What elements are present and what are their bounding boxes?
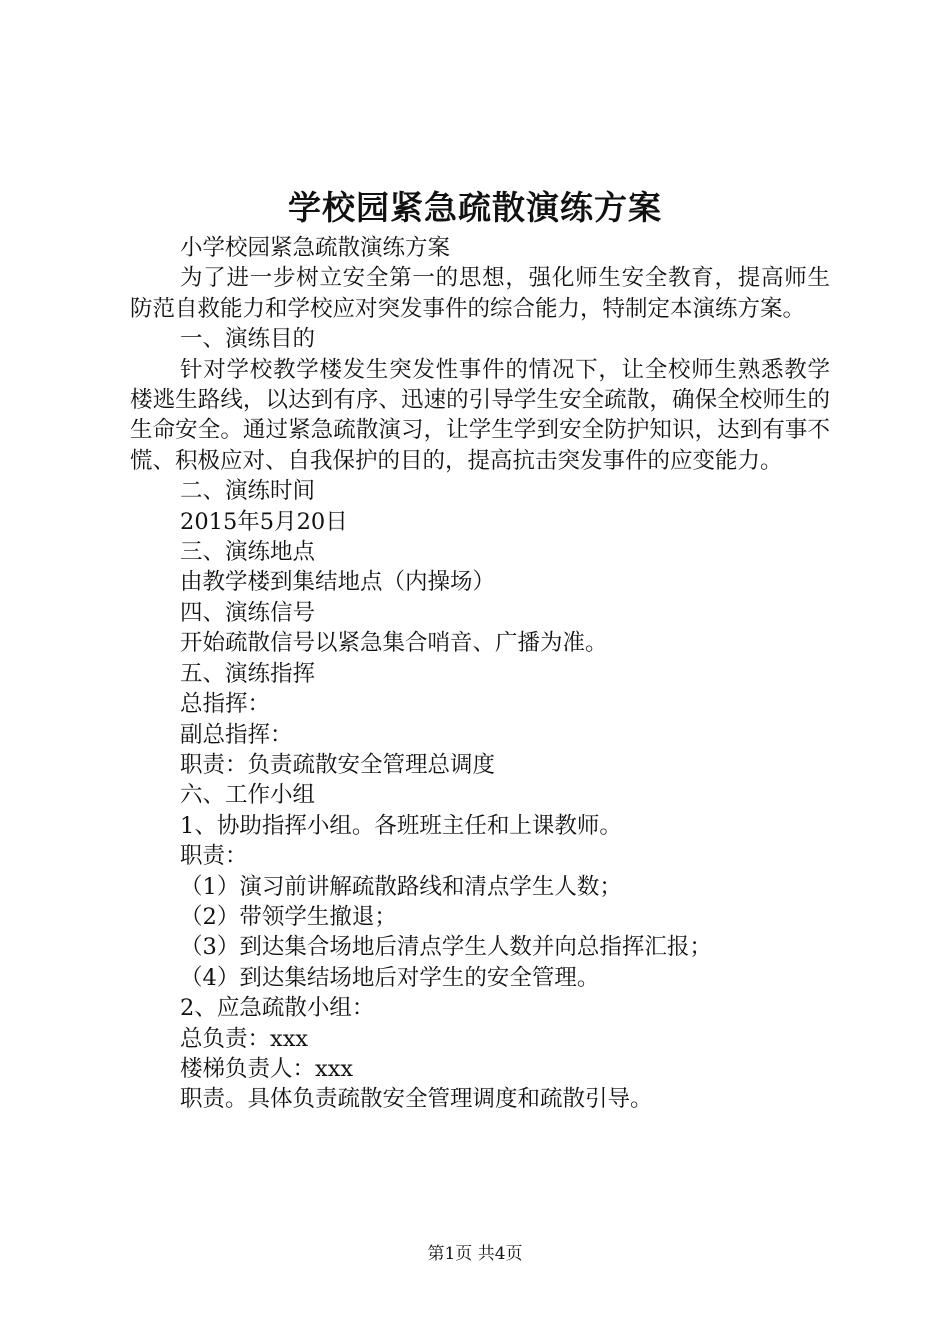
document-title: 学校园紧急疏散演练方案: [288, 188, 662, 227]
duty-item: （2）带领学生撤退；: [180, 903, 397, 930]
drill-date: 2015年5月20日: [180, 508, 348, 535]
duty-item: （4）到达集结场地后对学生的安全管理。: [180, 964, 600, 991]
duty-item: （1）演习前讲解疏散路线和清点学生人数；: [180, 873, 622, 900]
duty-item: （3）到达集合场地后清点学生人数并向总指挥汇报；: [180, 934, 712, 961]
intro-paragraph: 为了进一步树立安全第一的思想，强化师生安全教育，提高师生防范自救能力和学校应对突发事件的综合能力，特制定本演练方案。: [130, 265, 830, 322]
section-heading: 三、演练地点: [180, 539, 316, 566]
duty-line: 职责。具体负责疏散安全管理调度和疏散引导。: [180, 1086, 653, 1113]
commander-line: 总指挥：: [180, 691, 271, 718]
page-footer: 第1页 共4页: [427, 1244, 523, 1264]
purpose-paragraph: 针对学校教学楼发生突发性事件的情况下，让全校师生熟悉教学楼逃生路线，以达到有序、迅速的引导学生安全疏散，确保全校师生的生命安全。通过紧急疏散演习，让学生学到安全防护知识，达到有事不慌、积极应对、自我保护的目的，提高抗击突发事件的应变能力。: [130, 356, 830, 474]
stair-lead-line: 楼梯负责人：xxx: [180, 1055, 354, 1082]
document-body: [130, 233, 830, 1115]
section-heading: 二、演练时间: [180, 478, 316, 505]
drill-signal: 开始疏散信号以紧急集合哨音、广播为准。: [180, 630, 608, 657]
section-heading: 五、演练指挥: [180, 660, 316, 687]
section-heading: 一、演练目的: [180, 326, 316, 353]
lead-line: 总负责：xxx: [180, 1025, 309, 1052]
group-item: 1、协助指挥小组。各班班主任和上课教师。: [180, 812, 622, 839]
deputy-commander-line: 副总指挥：: [180, 721, 293, 748]
section-heading: 四、演练信号: [180, 599, 316, 626]
drill-location: 由教学楼到集结地点（内操场）: [180, 569, 496, 596]
subtitle-paragraph: 小学校园紧急疏散演练方案: [180, 235, 451, 261]
section-heading: 六、工作小组: [180, 782, 316, 809]
group-item: 2、应急疏散小组：: [180, 995, 375, 1022]
duty-label: 职责：: [180, 843, 248, 870]
duty-line: 职责：负责疏散安全管理总调度: [180, 751, 496, 778]
